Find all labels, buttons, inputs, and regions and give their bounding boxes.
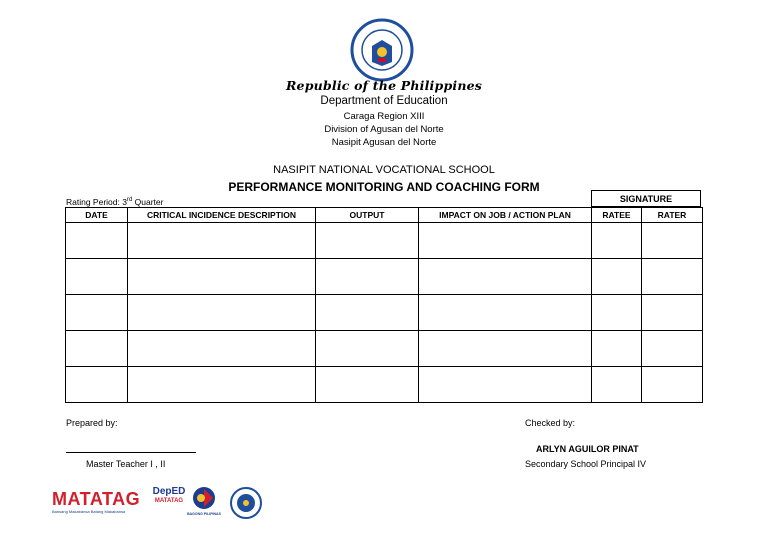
deped-wordmark: DepED [152, 486, 186, 497]
table-row [66, 367, 703, 403]
republic-heading: Republic of the Philippines [285, 78, 483, 93]
rating-period: Rating Period: 3rd Quarter [66, 197, 164, 207]
prepared-role: Master Teacher I , II [86, 459, 166, 469]
table-cell[interactable] [316, 223, 419, 259]
column-header: OUTPUT [316, 208, 419, 223]
table-cell[interactable] [66, 223, 128, 259]
school-name: NASIPIT NATIONAL VOCATIONAL SCHOOL [273, 164, 495, 176]
column-header: RATER [642, 208, 703, 223]
checked-by-role: Secondary School Principal IV [525, 459, 647, 469]
table-cell[interactable] [642, 295, 703, 331]
table-cell[interactable] [592, 295, 642, 331]
prepared-signature-line[interactable] [66, 452, 196, 453]
table-row [66, 331, 703, 367]
table-cell[interactable] [592, 331, 642, 367]
column-header: IMPACT ON JOB / ACTION PLAN [419, 208, 592, 223]
table-cell[interactable] [66, 259, 128, 295]
table-row [66, 295, 703, 331]
table-cell[interactable] [419, 367, 592, 403]
table-cell[interactable] [419, 223, 592, 259]
table-cell[interactable] [642, 367, 703, 403]
table-cell[interactable] [66, 331, 128, 367]
table-cell[interactable] [592, 259, 642, 295]
table-cell[interactable] [128, 223, 316, 259]
matatag-tagline: Bansang Makabansa Batang Makabansa [52, 509, 126, 514]
table-cell[interactable] [419, 259, 592, 295]
table-cell[interactable] [642, 259, 703, 295]
table-cell[interactable] [128, 295, 316, 331]
table-row [66, 223, 703, 259]
table-header-row [66, 208, 703, 223]
table-cell[interactable] [419, 331, 592, 367]
town-text: Nasipit Agusan del Norte [331, 137, 437, 148]
table-cell[interactable] [592, 367, 642, 403]
table-row [66, 259, 703, 295]
table-cell[interactable] [419, 295, 592, 331]
matatag-wordmark: MATATAG [52, 489, 141, 509]
column-header: CRITICAL INCIDENCE DESCRIPTION [128, 208, 316, 223]
department-heading: Department of Education [320, 95, 448, 107]
checked-by-label: Checked by: [525, 418, 576, 428]
checked-by-name: ARLYN AGUILOR PINAT [536, 444, 639, 454]
deped-seal-icon [350, 18, 414, 82]
table-cell[interactable] [642, 331, 703, 367]
table-cell[interactable] [316, 331, 419, 367]
table-cell[interactable] [592, 223, 642, 259]
bagong-pilipinas-text: BAGONG PILIPINAS [187, 512, 221, 516]
division-text: Division of Agusan del Norte [324, 124, 444, 135]
region-text: Caraga Region XIII [343, 111, 425, 122]
table-cell[interactable] [66, 295, 128, 331]
table-cell[interactable] [316, 295, 419, 331]
form-title: PERFORMANCE MONITORING AND COACHING FORM [228, 180, 540, 194]
column-header: DATE [66, 208, 128, 223]
table-cell[interactable] [66, 367, 128, 403]
signature-header: SIGNATURE [591, 190, 701, 207]
deped-sub-wordmark: MATATAG [154, 498, 184, 504]
table-cell[interactable] [128, 367, 316, 403]
table-cell[interactable] [316, 259, 419, 295]
table-cell[interactable] [128, 331, 316, 367]
column-header: RATEE [592, 208, 642, 223]
table-cell[interactable] [128, 259, 316, 295]
coaching-table [65, 207, 703, 403]
deped-matatag-logo [150, 486, 188, 516]
prepared-by-label: Prepared by: [66, 418, 118, 428]
deped-seal-small-icon [230, 487, 262, 519]
bagong-pilipinas-logo-icon [189, 485, 219, 517]
table-cell[interactable] [642, 223, 703, 259]
matatag-logo [52, 490, 148, 514]
table-cell[interactable] [316, 367, 419, 403]
